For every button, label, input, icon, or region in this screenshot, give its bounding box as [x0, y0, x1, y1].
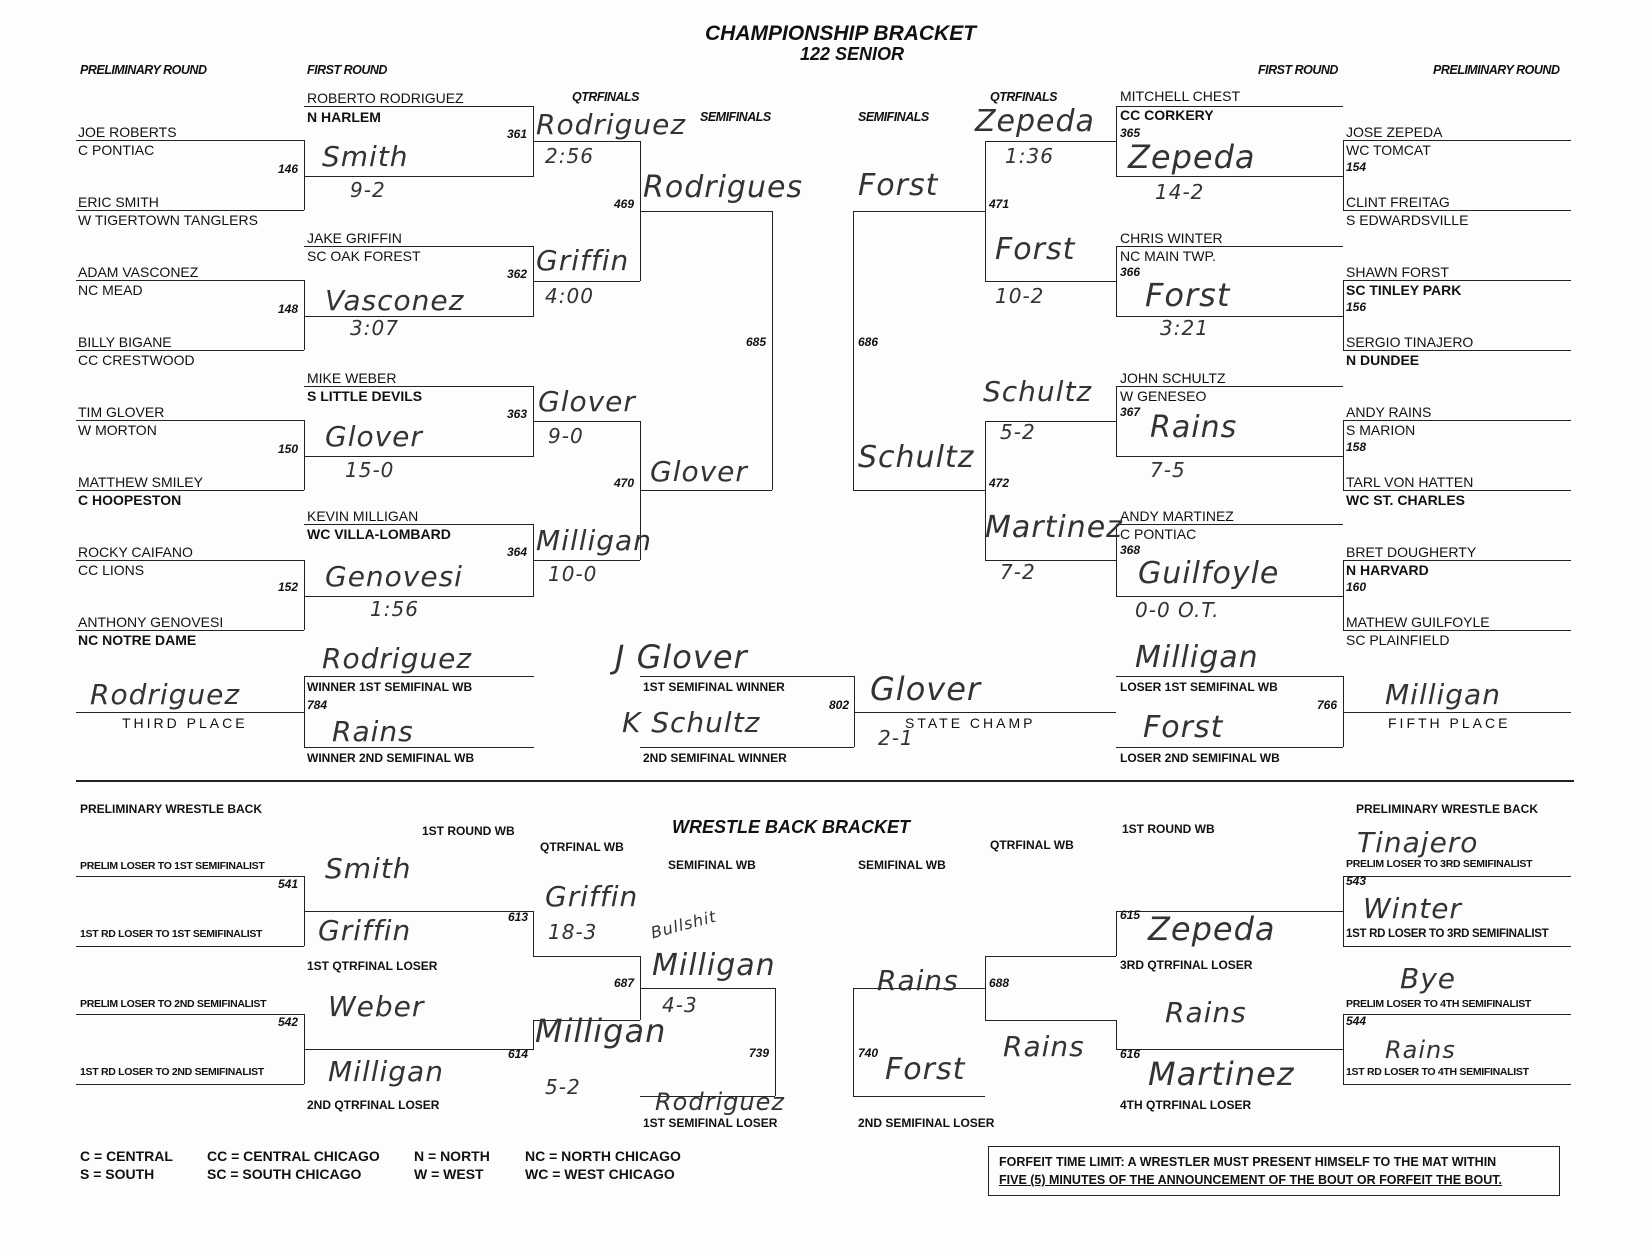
- semi-loser-label: 2ND SEMIFINAL LOSER: [858, 1116, 995, 1130]
- header-qtr-right: QTRFINALS: [990, 90, 1058, 104]
- bout-number: 154: [1346, 160, 1367, 174]
- hw-result: Milligan: [1385, 678, 1501, 711]
- hw-result: Bye: [1400, 962, 1457, 995]
- hw-result: K Schultz: [622, 706, 761, 739]
- hw-result: Rains: [877, 964, 959, 997]
- wrestler-team: NC NOTRE DAME: [78, 632, 197, 648]
- hw-result: Schultz: [983, 375, 1093, 408]
- hw-result: Milligan: [652, 948, 776, 983]
- seed-team: N HARLEM: [307, 109, 381, 125]
- hw-result: Forst: [1145, 276, 1231, 314]
- bout-number: 615: [1120, 908, 1141, 922]
- wrestler-name: BILLY BIGANE: [78, 334, 172, 350]
- loser-1st-semi-wb-label: LOSER 1ST SEMIFINAL WB: [1120, 680, 1278, 694]
- wrestler-name: ANTHONY GENOVESI: [78, 614, 224, 630]
- wrestler-team: SC TINLEY PARK: [1346, 282, 1462, 298]
- bout-number: 367: [1120, 405, 1141, 419]
- hw-result: Forst: [885, 1052, 966, 1087]
- state-champ-label: STATE CHAMP: [905, 715, 1036, 731]
- wrestler-team: WC ST. CHARLES: [1346, 492, 1465, 508]
- qtrfinal-wb-left: QTRFINAL WB: [540, 840, 624, 854]
- hw-result: Forst: [858, 168, 939, 203]
- wrestler-team: W MORTON: [78, 422, 157, 438]
- hw-result: Guilfoyle: [1138, 556, 1280, 591]
- bout-number: 148: [278, 302, 299, 316]
- hw-result: Smith: [325, 852, 412, 885]
- hw-score: 4:00: [545, 284, 594, 308]
- hw-result: Genovesi: [325, 560, 463, 593]
- wrestler-name: ANDY RAINS: [1346, 404, 1432, 420]
- wrestler-name: ADAM VASCONEZ: [78, 264, 199, 280]
- wrestler-team: NC MEAD: [78, 282, 143, 298]
- hw-result: Smith: [322, 140, 409, 173]
- wrestler-name: SHAWN FORST: [1346, 264, 1449, 280]
- hw-result: Rodrigues: [643, 170, 804, 205]
- hw-score: 4-3: [662, 993, 698, 1017]
- bout-number: 544: [1346, 1014, 1367, 1028]
- seed-name: CHRIS WINTER: [1120, 230, 1223, 246]
- legend-sc: SC = SOUTH CHICAGO: [207, 1166, 362, 1182]
- hw-result: Zepeda: [1148, 910, 1276, 948]
- hw-result: Rains: [1150, 410, 1238, 445]
- wb-slot-label: 1ST RD LOSER TO 2ND SEMIFINALIST: [80, 1066, 264, 1078]
- wb-slot-label: PRELIM LOSER TO 1ST SEMIFINALIST: [80, 860, 265, 872]
- hw-score: 18-3: [548, 920, 598, 944]
- hw-result: Glover: [325, 420, 423, 453]
- semifinal-wb-left: SEMIFINAL WB: [668, 858, 756, 872]
- wrestler-team: CC LIONS: [78, 562, 145, 578]
- seed-team: S LITTLE DEVILS: [307, 388, 423, 404]
- wrestler-name: TARL VON HATTEN: [1346, 474, 1474, 490]
- hw-result: Tinajero: [1357, 826, 1479, 859]
- bout-number: 152: [278, 580, 299, 594]
- legend-n: N = NORTH: [414, 1148, 490, 1164]
- hw-score: 7-2: [1000, 560, 1036, 584]
- hw-result: Rains: [332, 715, 414, 748]
- wb-slot-label: PRELIM LOSER TO 3RD SEMIFINALIST: [1346, 858, 1533, 870]
- seed-name: MITCHELL CHEST: [1120, 88, 1241, 104]
- wrestler-team: N DUNDEE: [1346, 352, 1420, 368]
- forfeit-line-2: FIVE (5) MINUTES OF THE ANNOUNCEMENT OF THE BOUT OR FORFEIT THE BOUT.: [999, 1173, 1503, 1187]
- hw-score: 10-0: [548, 562, 598, 586]
- qf-loser-label: 3RD QTRFINAL LOSER: [1120, 958, 1253, 972]
- hw-result: Griffin: [536, 244, 630, 277]
- hw-result: Rodriguez: [655, 1088, 785, 1116]
- hw-result: Rodriguez: [536, 108, 687, 141]
- hw-result: Glover: [650, 455, 748, 488]
- bout-number: 739: [749, 1046, 770, 1060]
- wrestler-team: SC PLAINFIELD: [1346, 632, 1450, 648]
- hw-score: 9-2: [350, 178, 386, 202]
- seed-name: JOHN SCHULTZ: [1120, 370, 1226, 386]
- bout-number: 542: [278, 1015, 299, 1029]
- bout-number: 469: [614, 197, 635, 211]
- bout-number: 472: [989, 476, 1010, 490]
- semifinal-wb-right: SEMIFINAL WB: [858, 858, 946, 872]
- header-qtr-left: QTRFINALS: [572, 90, 640, 104]
- forfeit-line-1: FORFEIT TIME LIMIT: A WRESTLER MUST PRESENT HIMSELF TO THE MAT WITHIN: [999, 1155, 1497, 1169]
- hw-score: 1:56: [370, 597, 419, 621]
- hw-result: Rains: [1165, 996, 1247, 1029]
- header-first-right: FIRST ROUND: [1258, 63, 1338, 77]
- hw-result: Rains: [1003, 1030, 1085, 1063]
- seed-team: NC MAIN TWP.: [1120, 248, 1216, 264]
- hw-result: Vasconez: [325, 284, 465, 317]
- bout-number: 156: [1346, 300, 1367, 314]
- hw-score: 5-2: [545, 1075, 581, 1099]
- bout-number: 614: [508, 1047, 529, 1061]
- winner-2nd-semi-wb-label: WINNER 2ND SEMIFINAL WB: [307, 751, 475, 765]
- hw-score: 3:21: [1160, 316, 1209, 340]
- hw-result: Rodriguez: [90, 678, 241, 711]
- bout-number: 365: [1120, 126, 1141, 140]
- second-semi-winner-label: 2ND SEMIFINAL WINNER: [643, 751, 787, 765]
- hw-result: Martinez: [985, 510, 1123, 545]
- prelim-wb-left: PRELIMINARY WRESTLE BACK: [80, 802, 263, 816]
- bout-number: 368: [1120, 543, 1141, 557]
- header-prelim-right: PRELIMINARY ROUND: [1433, 63, 1560, 77]
- hw-score: 3:07: [350, 316, 399, 340]
- hw-result: Rodriguez: [322, 642, 473, 675]
- bout-number: 687: [614, 976, 635, 990]
- hw-result: Martinez: [1148, 1055, 1295, 1093]
- third-place-label: THIRD PLACE: [122, 715, 248, 731]
- seed-team: CC CORKERY: [1120, 107, 1214, 123]
- page-title: CHAMPIONSHIP BRACKET: [705, 22, 977, 45]
- wrestler-name: MATHEW GUILFOYLE: [1346, 614, 1490, 630]
- bout-number: 363: [507, 407, 528, 421]
- qf-loser-label: 4TH QTRFINAL LOSER: [1120, 1098, 1252, 1112]
- hw-result: Glover: [870, 670, 982, 708]
- bout-number: 470: [614, 476, 635, 490]
- hw-result: Zepeda: [975, 104, 1095, 139]
- hw-result: Milligan: [1135, 640, 1259, 675]
- bout-number: 802: [829, 698, 850, 712]
- semi-loser-label: 1ST SEMIFINAL LOSER: [643, 1116, 778, 1130]
- hw-result: Weber: [328, 990, 425, 1023]
- bout-number: 613: [508, 910, 529, 924]
- seed-team: SC OAK FOREST: [307, 248, 421, 264]
- wrestler-team: W TIGERTOWN TANGLERS: [78, 212, 258, 228]
- hw-score: 9-0: [548, 424, 584, 448]
- bout-number: 471: [989, 197, 1010, 211]
- bout-number: 766: [1317, 698, 1338, 712]
- bout-number: 686: [858, 335, 879, 349]
- first-semi-winner-label: 1ST SEMIFINAL WINNER: [643, 680, 785, 694]
- wrestler-name: JOE ROBERTS: [78, 124, 177, 140]
- bout-number: 362: [507, 267, 528, 281]
- wb-slot-label: 1ST RD LOSER TO 3RD SEMIFINALIST: [1346, 928, 1549, 940]
- wrestler-team: C HOOPESTON: [78, 492, 182, 508]
- hw-score: 7-5: [1150, 458, 1186, 482]
- hw-result: Schultz: [858, 440, 975, 475]
- header-prelim-left: PRELIMINARY ROUND: [80, 63, 207, 77]
- bout-number: 616: [1120, 1047, 1141, 1061]
- wrestler-team: N HARVARD: [1346, 562, 1429, 578]
- seed-name: MIKE WEBER: [307, 370, 397, 386]
- hw-result: Milligan: [536, 524, 652, 557]
- seed-team: WC VILLA-LOMBARD: [307, 526, 451, 542]
- hw-score: 10-2: [995, 284, 1045, 308]
- first-round-wb-right: 1ST ROUND WB: [1122, 822, 1215, 836]
- hw-result: Winter: [1363, 892, 1462, 925]
- hw-note: Bullshit: [648, 906, 719, 943]
- bout-number: 146: [278, 162, 299, 176]
- legend-s: S = SOUTH: [80, 1166, 155, 1182]
- bout-number: 160: [1346, 580, 1367, 594]
- bout-number: 740: [858, 1046, 879, 1060]
- qtrfinal-wb-right: QTRFINAL WB: [990, 838, 1074, 852]
- hw-result: Forst: [1143, 710, 1224, 745]
- seed-team: W GENESEO: [1120, 388, 1207, 404]
- hw-result: Milligan: [535, 1012, 667, 1050]
- wrestler-name: MATTHEW SMILEY: [78, 474, 203, 490]
- wrestler-name: BRET DOUGHERTY: [1346, 544, 1477, 560]
- bout-number: 543: [1346, 874, 1367, 888]
- header-first-left: FIRST ROUND: [307, 63, 387, 77]
- header-semi-left: SEMIFINALS: [700, 110, 771, 124]
- first-round-wb-left: 1ST ROUND WB: [422, 824, 515, 838]
- seed-name: KEVIN MILLIGAN: [307, 508, 419, 524]
- hw-result: Milligan: [328, 1055, 444, 1088]
- hw-result: J Glover: [615, 638, 748, 676]
- hw-score: 2:56: [545, 144, 594, 168]
- header-semi-right: SEMIFINALS: [858, 110, 929, 124]
- bout-number: 688: [989, 976, 1010, 990]
- qf-loser-label: 2ND QTRFINAL LOSER: [307, 1098, 440, 1112]
- wrestler-name: ERIC SMITH: [78, 194, 159, 210]
- wrestler-team: C PONTIAC: [78, 142, 155, 158]
- wrestler-name: TIM GLOVER: [78, 404, 165, 420]
- hw-result: Rains: [1385, 1036, 1456, 1064]
- legend-cc: CC = CENTRAL CHICAGO: [207, 1148, 380, 1164]
- hw-result: Forst: [995, 232, 1076, 267]
- page-subtitle: 122 SENIOR: [800, 44, 905, 64]
- hw-score: 1:36: [1005, 144, 1054, 168]
- bout-number: 685: [746, 335, 767, 349]
- fifth-place-label: FIFTH PLACE: [1388, 715, 1511, 731]
- wrestler-team: WC TOMCAT: [1346, 142, 1431, 158]
- hw-score: 14-2: [1155, 180, 1205, 204]
- hw-result: Griffin: [318, 914, 412, 947]
- bout-number: 366: [1120, 265, 1141, 279]
- wrestler-name: SERGIO TINAJERO: [1346, 334, 1474, 350]
- bout-number: 364: [507, 545, 528, 559]
- wb-slot-label: 1ST RD LOSER TO 4TH SEMIFINALIST: [1346, 1066, 1529, 1078]
- legend-wc: WC = WEST CHICAGO: [525, 1166, 675, 1182]
- bout-number: 361: [507, 127, 528, 141]
- legend-c: C = CENTRAL: [80, 1148, 173, 1164]
- seed-name: ROBERTO RODRIGUEZ: [307, 90, 464, 106]
- wb-slot-label: 1ST RD LOSER TO 1ST SEMIFINALIST: [80, 928, 263, 940]
- wrestler-team: CC CRESTWOOD: [78, 352, 195, 368]
- legend-w: W = WEST: [414, 1166, 484, 1182]
- legend-nc: NC = NORTH CHICAGO: [525, 1148, 681, 1164]
- hw-score: 5-2: [1000, 420, 1036, 444]
- wrestler-name: ROCKY CAIFANO: [78, 544, 193, 560]
- seed-team: C PONTIAC: [1120, 526, 1197, 542]
- bout-number: 150: [278, 442, 299, 456]
- hw-score: 0-0 O.T.: [1135, 598, 1220, 622]
- wrestler-team: S MARION: [1346, 422, 1416, 438]
- bout-number: 541: [278, 877, 299, 891]
- bout-number: 784: [307, 698, 328, 712]
- hw-score: 2-1: [878, 726, 914, 750]
- hw-result: Glover: [538, 385, 636, 418]
- hw-result: Griffin: [545, 880, 639, 913]
- wrestler-name: JOSE ZEPEDA: [1346, 124, 1443, 140]
- prelim-wb-right: PRELIMINARY WRESTLE BACK: [1356, 802, 1539, 816]
- bout-number: 158: [1346, 440, 1367, 454]
- qf-loser-label: 1ST QTRFINAL LOSER: [307, 959, 438, 973]
- forfeit-notice: [988, 1146, 1560, 1196]
- seed-name: ANDY MARTINEZ: [1120, 508, 1234, 524]
- wrestler-team: S EDWARDSVILLE: [1346, 212, 1469, 228]
- hw-result: Zepeda: [1128, 138, 1256, 176]
- winner-1st-semi-wb-label: WINNER 1ST SEMIFINAL WB: [307, 680, 473, 694]
- loser-2nd-semi-wb-label: LOSER 2ND SEMIFINAL WB: [1120, 751, 1280, 765]
- hw-score: 15-0: [345, 458, 395, 482]
- seed-name: JAKE GRIFFIN: [307, 230, 402, 246]
- wb-slot-label: PRELIM LOSER TO 4TH SEMIFINALIST: [1346, 998, 1532, 1010]
- wrestler-name: CLINT FREITAG: [1346, 194, 1450, 210]
- wb-slot-label: PRELIM LOSER TO 2ND SEMIFINALIST: [80, 998, 267, 1010]
- wrestle-back-title: WRESTLE BACK BRACKET: [672, 817, 910, 837]
